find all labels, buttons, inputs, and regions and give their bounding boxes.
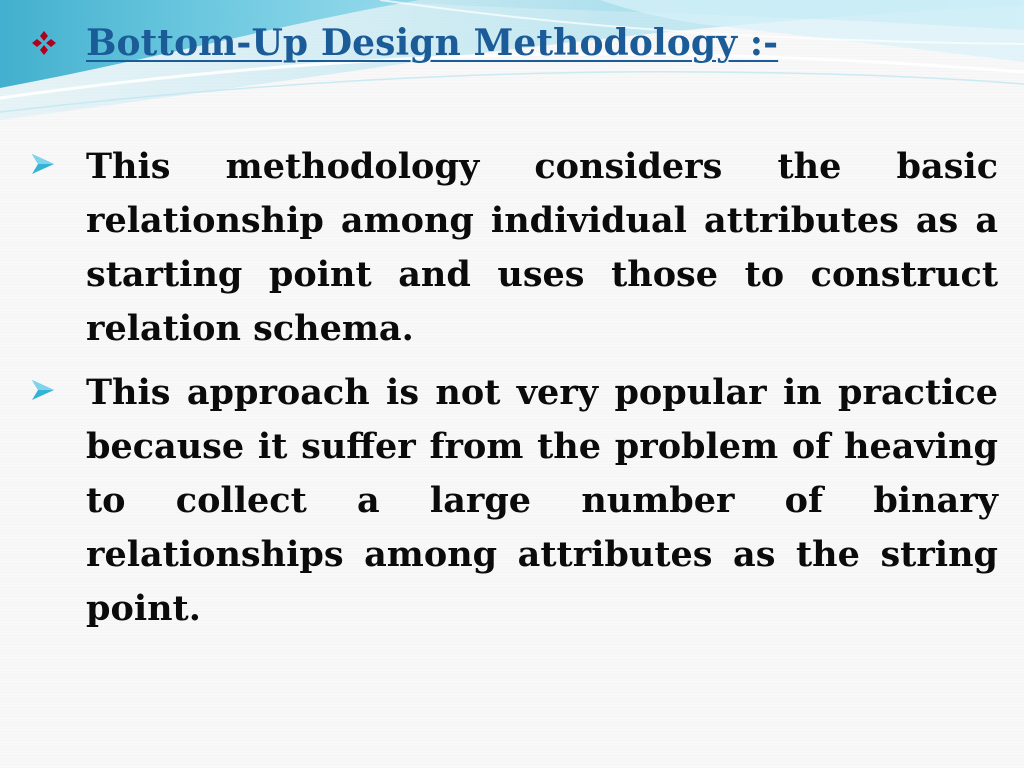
bullet-point: [28, 140, 998, 356]
bullet-list: [28, 140, 998, 646]
bullet-point-text: This approach is not very popular in practice because it suffer from the problem of heaving to collect a large number of binary relationships among attributes as the string point.: [86, 372, 998, 629]
chevron-right-icon: [28, 378, 60, 402]
chevron-right-icon: [28, 152, 60, 176]
slide-title: Bottom-Up Design Methodology :-: [86, 22, 779, 64]
bullet-point-text: This methodology considers the basic relationship among individual attributes as a starting point and uses those to construct relation schema.: [86, 146, 998, 349]
header-swoosh: [0, 0, 1024, 130]
title-row: [30, 22, 778, 64]
diamond-quad-icon: [30, 29, 58, 57]
bullet-point: [28, 366, 998, 636]
